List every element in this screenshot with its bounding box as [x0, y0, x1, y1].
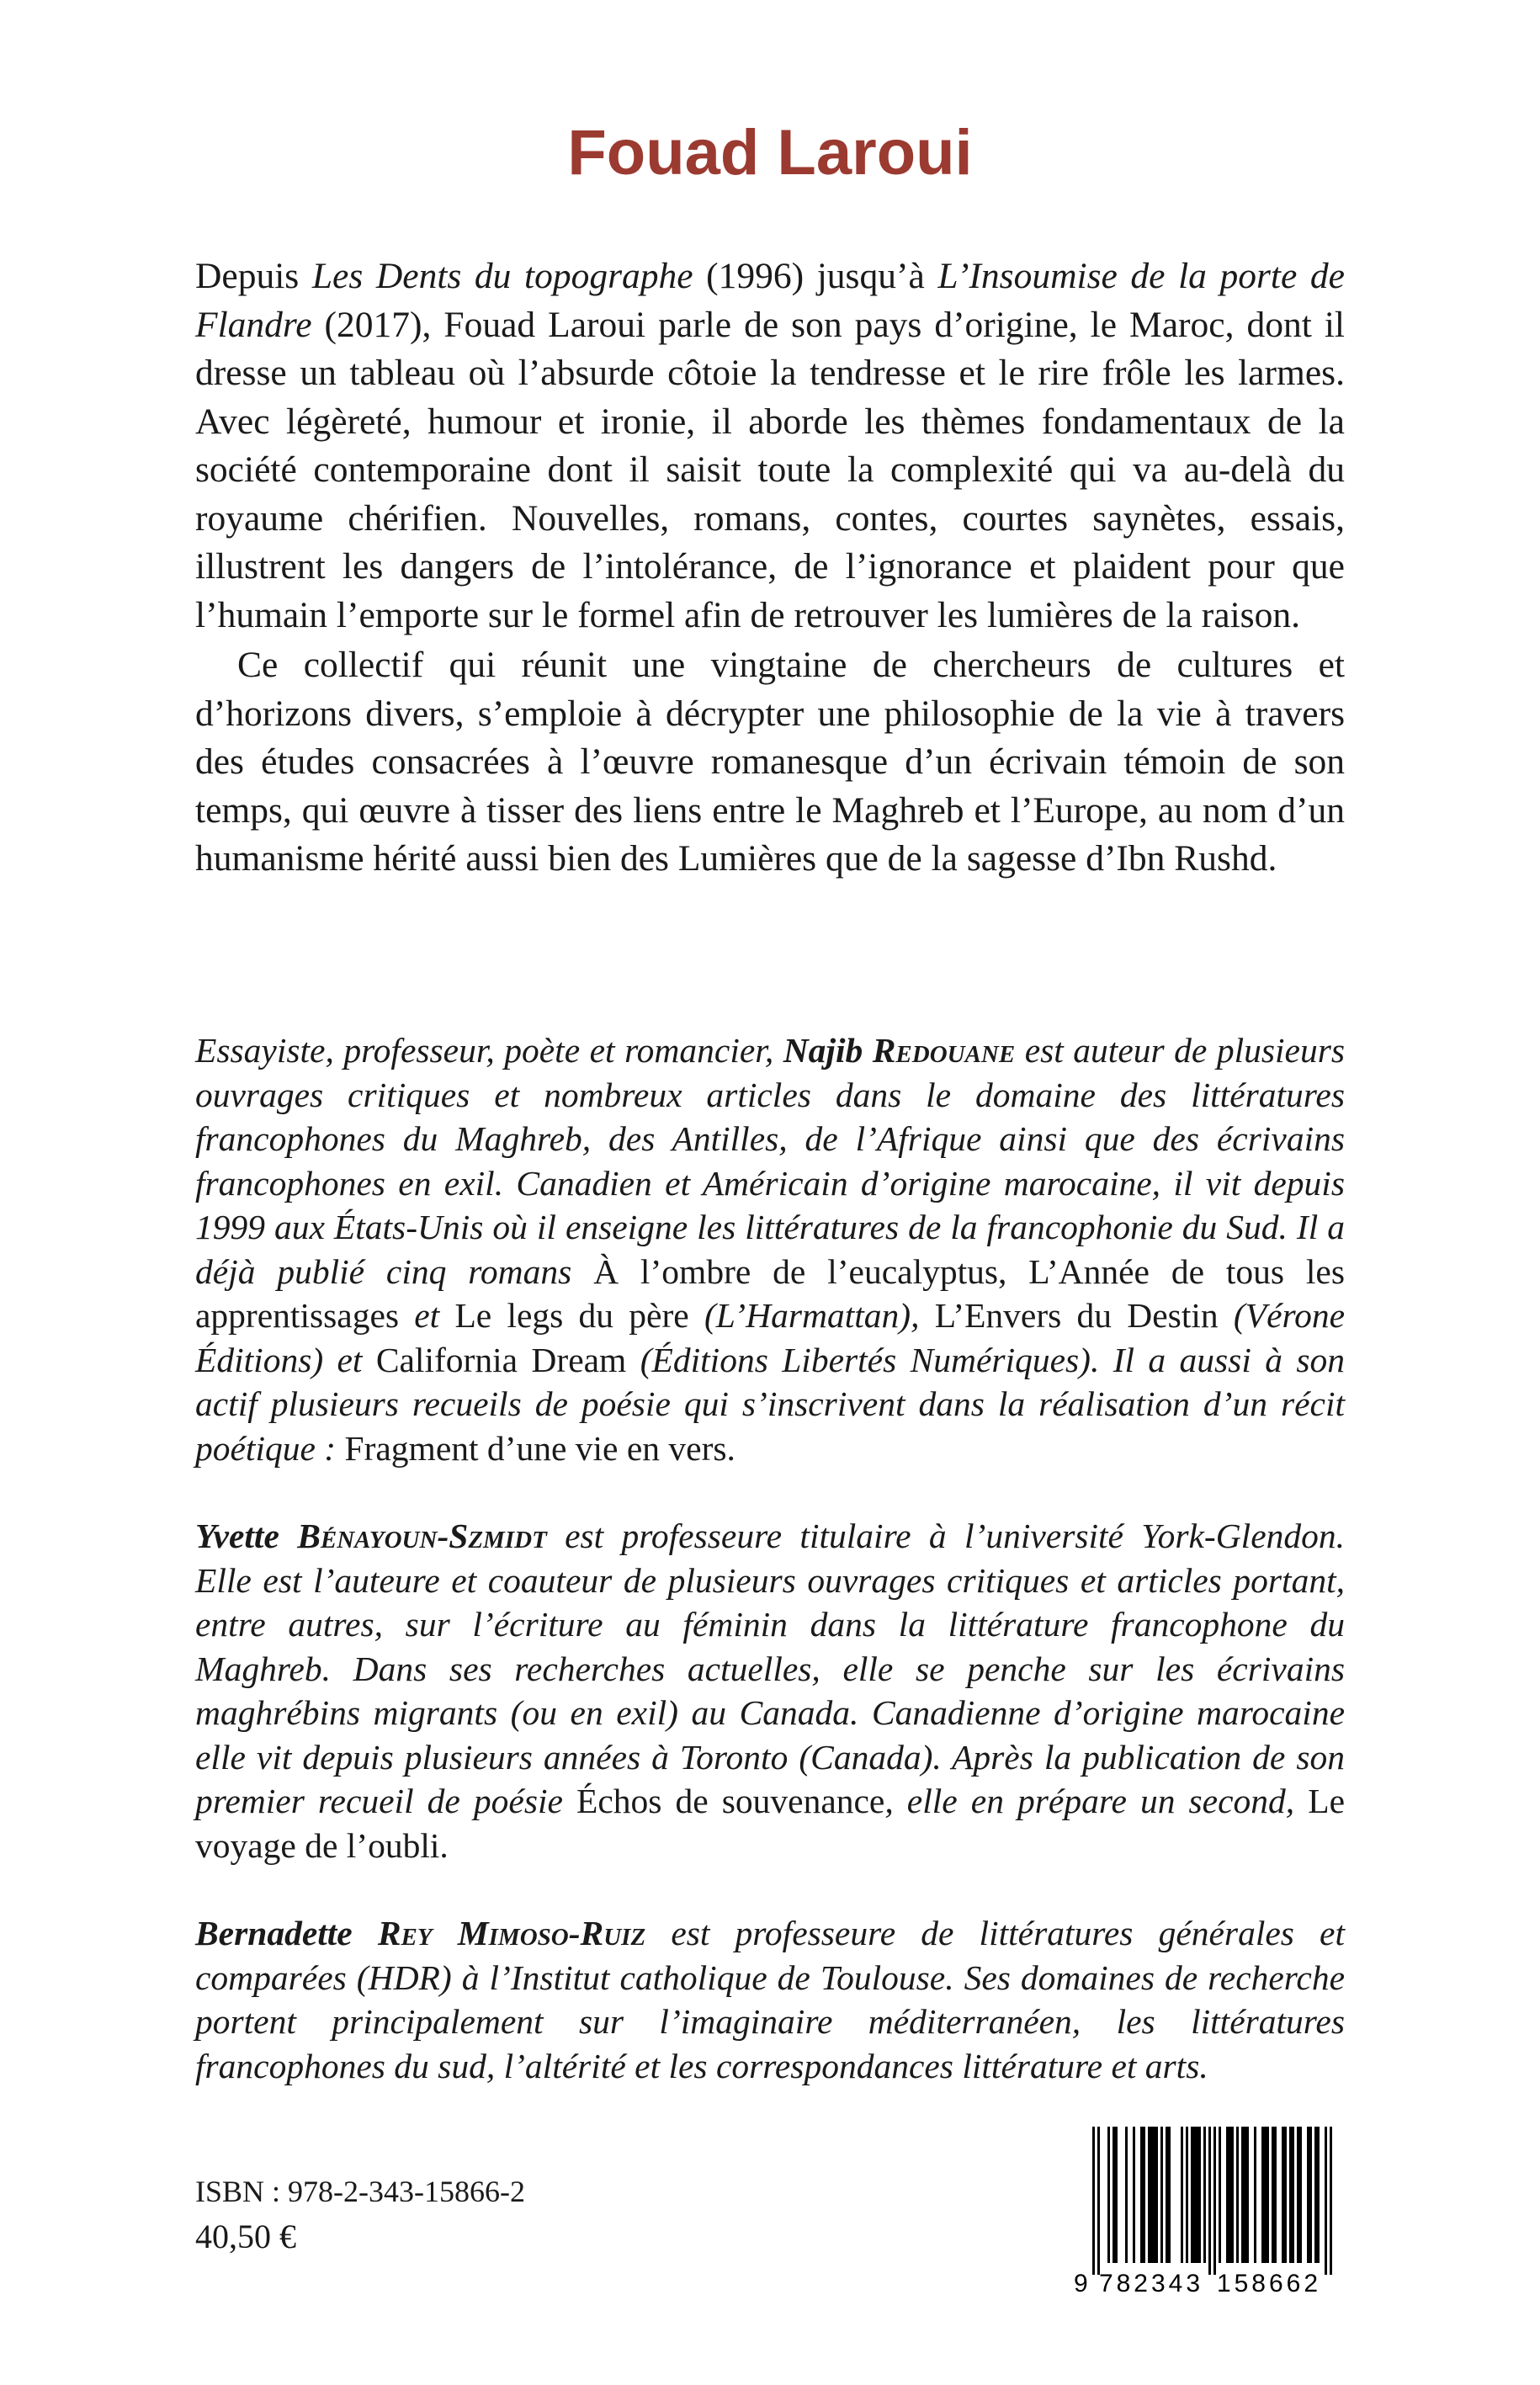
barcode-bar — [1246, 2127, 1249, 2263]
bio-bernadette-rey-mimoso-ruiz — [195, 1911, 1345, 2088]
barcode-bar — [1203, 2127, 1206, 2263]
barcode-bar — [1181, 2127, 1183, 2263]
text-run: Les Dents du topographe — [311, 256, 693, 296]
barcode-bar — [1153, 2127, 1155, 2263]
barcode-bar — [1317, 2127, 1320, 2263]
barcode-bar — [1274, 2127, 1277, 2263]
bio-yvette-benayoun-szmidt — [195, 1514, 1345, 1867]
text-run: Essayiste, professeur, poète et romancier, — [195, 1031, 783, 1070]
barcode-bar — [1226, 2127, 1229, 2263]
barcode-bar — [1272, 2127, 1274, 2263]
barcode-bar — [1309, 2127, 1312, 2263]
barcode-bar — [1115, 2127, 1118, 2263]
barcode-digits-left: 782343 — [1098, 2270, 1204, 2295]
barcode-bar — [1236, 2127, 1239, 2263]
text-run: Bénayoun-Szmidt — [297, 1517, 547, 1555]
barcode-bar — [1092, 2127, 1095, 2275]
text-run: (2017), Fouad Laroui parle de son pays d’origine, le Maroc, dont il dresse un tableau où l’absurde côtoie la tendresse et le rire frôle les larmes. Avec légèreté, humour et ironie, il aborde les thèmes fondamentaux de la société contemporaine dont il saisit toute la complexité qui va au-delà du royaume chérifien. Nouvelles, romans, contes, courtes saynètes, essais, illustrent les dangers de l’intolérance, de l’ignorance et plaident pour que l’humain l’emporte sur le formel afin de retrouver les lumières de la raison. — [195, 304, 1345, 635]
barcode-bar — [1241, 2127, 1244, 2263]
barcode-bar — [1133, 2127, 1135, 2263]
barcode-bar — [1267, 2127, 1269, 2263]
text-run: L’Insoumise de la porte de Flandre — [195, 256, 1345, 345]
barcode-bar — [1191, 2127, 1193, 2263]
text-run: est auteur de plusieurs ouvrages critiques et nombreux articles dans le domaine des littératures francophones du Maghreb, des Antilles, de l’Afrique ainsi que des écrivains francophones en exil. Canadien et Américain d’origine marocaine, il vit depuis 1999 aux États-Unis où il enseigne les littératures de la francophonie du Sud. Il a déjà publié cinq romans — [195, 1031, 1345, 1291]
barcode-bar — [1125, 2127, 1128, 2263]
text-run: Le legs du père — [454, 1296, 689, 1335]
text-run: est professeure de littératures générales et comparées (HDR) à l’Institut catholique de Toulouse. Ses domaines de recherche portent principalement sur l’imaginaire méditerranéen, les littératures francophones du sud, l’altérité et les correspondances littérature et arts. — [195, 1914, 1346, 2085]
barcode-bar — [1196, 2127, 1198, 2263]
text-run: California Dream — [375, 1340, 627, 1379]
barcode-bar — [1097, 2127, 1100, 2275]
barcode-bar — [1140, 2127, 1143, 2263]
barcode-digits-right: 158662 — [1216, 2270, 1322, 2295]
barcode-bar — [1219, 2127, 1221, 2263]
barcode-bar — [1244, 2127, 1246, 2263]
barcode-bar — [1113, 2127, 1115, 2263]
text-run: (Éditions Libertés Numériques). Il a aussi à son actif plusieurs recueils de poésie qui s’inscrivent dans la réalisation d’un récit poétique : — [195, 1340, 1345, 1468]
barcode-bar — [1325, 2127, 1327, 2275]
text-run: Bernadette — [195, 1914, 378, 1952]
barcode-bar — [1297, 2127, 1299, 2263]
isbn-number: ISBN : 978-2-343-15866-2 — [195, 2175, 525, 2208]
editors-biographies — [195, 1028, 1345, 2132]
book-title: Fouad Laroui — [567, 117, 973, 189]
barcode-bar — [1289, 2127, 1292, 2263]
text-run: Rey Mimoso-Ruiz — [377, 1914, 646, 1952]
text-run: (1996) jusqu’à — [693, 256, 938, 296]
barcode-bar — [1150, 2127, 1153, 2263]
text-run: Yvette — [195, 1517, 298, 1555]
text-run: est professeure titulaire à l’université York-Glendon. Elle est l’auteure et coauteur de plusieurs ouvrages critiques et articles portant, entre autres, sur l’écriture au féminin dans la littérature francophone du Maghreb. Dans ses recherches actuelles, elle se penche sur les écrivains maghrébins migrants (ou en exil) au Canada. Canadienne d’origine marocaine elle vit depuis plusieurs années à Toronto (Canada). Après la publication de son premier recueil de poésie — [195, 1517, 1346, 1820]
barcode-bar — [1148, 2127, 1150, 2263]
barcode — [1067, 2127, 1345, 2295]
barcode-bar — [1231, 2127, 1234, 2263]
barcode-bar — [1299, 2127, 1302, 2263]
barcode-bar — [1155, 2127, 1158, 2263]
text-run: (Vérone Éditions) et — [195, 1296, 1346, 1379]
barcode-bar — [1213, 2127, 1216, 2275]
summary-paragraph-2: Ce collectif qui réunit une vingtaine de chercheurs de cultures et d’horizons divers, s’emploie à décrypter une philosophie de la vie à travers des études consacrées à l’œuvre romanesque d’un écrivain témoin de son temps, qui œuvre à tisser des liens entre le Maghreb et l’Europe, au nom d’un humanisme hérité aussi bien des Lumières que de la sagesse d’Ibn Rushd. — [195, 645, 1345, 879]
barcode-bar — [1168, 2127, 1171, 2263]
barcode-bar — [1330, 2127, 1332, 2275]
barcode-bar — [1229, 2127, 1231, 2263]
text-run: À l’ombre de l’eucalyptus, L’Année de tous les apprentissages — [195, 1251, 1346, 1335]
barcode-bar — [1193, 2127, 1196, 2263]
barcode-bar — [1264, 2127, 1267, 2263]
text-run: , elle en prépare un second, — [884, 1782, 1309, 1820]
text-run: Depuis — [195, 256, 312, 296]
bio-najib-redouane — [195, 1028, 1345, 1470]
text-run: L’Envers du Destin — [934, 1296, 1219, 1335]
barcode-bar — [1208, 2127, 1211, 2275]
text-run: Najib — [783, 1031, 873, 1070]
barcode-bar — [1307, 2127, 1309, 2263]
barcode-bar — [1292, 2127, 1294, 2263]
text-run: Le voyage de l’oubli. — [195, 1782, 1346, 1865]
barcode-bars — [1092, 2127, 1332, 2275]
text-run: Redouane — [872, 1031, 1016, 1070]
price: 40,50 € — [195, 2218, 296, 2255]
barcode-bar — [1186, 2127, 1188, 2263]
text-run: Échos de souvenance — [576, 1782, 885, 1820]
barcode-digit-first: 9 — [1074, 2270, 1088, 2295]
barcode-bar — [1160, 2127, 1163, 2263]
book-summary — [195, 252, 1345, 884]
barcode-bar — [1282, 2127, 1284, 2263]
barcode-bar — [1143, 2127, 1145, 2263]
summary-paragraph-1 — [195, 252, 1345, 640]
barcode-bar — [1198, 2127, 1201, 2263]
barcode-bar — [1254, 2127, 1256, 2263]
text-run: (L’Harmattan), — [688, 1296, 935, 1335]
barcode-bar — [1314, 2127, 1317, 2263]
text-run: Fragment d’une vie en vers. — [344, 1428, 735, 1468]
barcode-bar — [1107, 2127, 1110, 2263]
barcode-bar — [1284, 2127, 1287, 2263]
text-run: et — [399, 1296, 455, 1335]
barcode-bar — [1261, 2127, 1264, 2263]
barcode-bar — [1166, 2127, 1168, 2263]
